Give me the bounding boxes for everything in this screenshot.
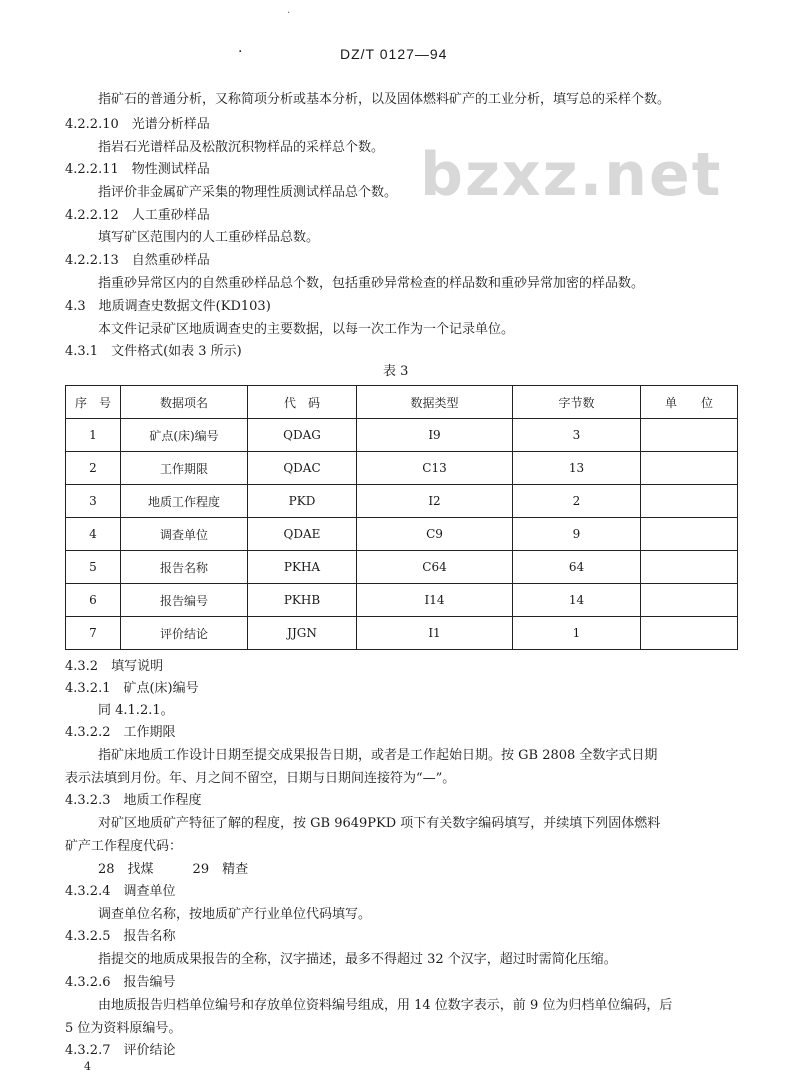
table-cell	[641, 419, 738, 452]
text-line: 表示法填到月份。年、月之间不留空，日期与日期间连接符为“—”。	[65, 771, 456, 786]
table-cell	[641, 518, 738, 551]
section-heading: 4.2.2.12 人工重砂样品	[65, 208, 210, 223]
table-row	[66, 551, 738, 584]
header-cell: 代 码	[248, 386, 357, 419]
table-cell: 1	[513, 617, 641, 650]
table-cell: PKHA	[248, 551, 357, 584]
table-cell: 矿点(床)编号	[121, 419, 248, 452]
table-cell	[641, 452, 738, 485]
table-cell: C13	[357, 452, 513, 485]
text-line: 调查单位名称，按地质矿产行业单位代码填写。	[98, 907, 372, 922]
section-heading: 4.2.2.13 自然重砂样品	[65, 253, 210, 268]
text-line: 5 位为资料原编号。	[65, 1021, 182, 1036]
header-cell: 数据类型	[357, 386, 513, 419]
table-cell: 7	[66, 617, 121, 650]
text-line: 同 4.1.2.1。	[98, 703, 174, 718]
table-cell	[641, 617, 738, 650]
text-line: 指评价非金属矿产采集的物理性质测试样品总个数。	[98, 185, 398, 200]
file-format-table	[65, 385, 738, 650]
table-cell: 地质工作程度	[121, 485, 248, 518]
page-number: 4	[84, 1060, 91, 1073]
section-heading: 4.3.2.4 调查单位	[65, 884, 176, 899]
top-mark: ·	[287, 8, 291, 19]
header-dot: ·	[238, 44, 243, 60]
table-cell: QDAC	[248, 452, 357, 485]
table-row	[66, 617, 738, 650]
section-heading: 4.3.1 文件格式(如表 3 所示)	[65, 344, 242, 359]
table-row	[66, 584, 738, 617]
text-line: 由地质报告归档单位编号和存放单位资料编号组成，用 14 位数字表示，前 9 位为归档单位编码，后	[98, 998, 673, 1013]
table-cell: 2	[513, 485, 641, 518]
header-cell: 字节数	[513, 386, 641, 419]
table-row	[66, 485, 738, 518]
table-cell: 2	[66, 452, 121, 485]
table-header-row	[66, 386, 738, 419]
text-line: 指重砂异常区内的自然重砂样品总个数，包括重砂异常检查的样品数和重砂异常加密的样品数。	[98, 276, 645, 291]
text-line: 填写矿区范围内的人工重砂样品总数。	[98, 230, 320, 245]
table-cell	[641, 485, 738, 518]
table-cell: 1	[66, 419, 121, 452]
table-row	[66, 452, 738, 485]
table-cell: I2	[357, 485, 513, 518]
table-cell: 调查单位	[121, 518, 248, 551]
table-cell: 64	[513, 551, 641, 584]
section-heading: 4.3.2.7 评价结论	[65, 1043, 176, 1058]
text-line: 指矿床地质工作设计日期至提交成果报告日期，或者是工作起始日期。按 GB 2808 全数字式日期	[98, 748, 658, 763]
section-heading: 4.3.2.2 工作期限	[65, 725, 176, 740]
section-heading: 4.3.2 填写说明	[65, 659, 164, 674]
header-cell: 序 号	[66, 386, 121, 419]
table-cell: 工作期限	[121, 452, 248, 485]
table-cell: 报告编号	[121, 584, 248, 617]
table-cell: I1	[357, 617, 513, 650]
table-cell: 14	[513, 584, 641, 617]
table-cell: I9	[357, 419, 513, 452]
header-cell: 数据项名	[121, 386, 248, 419]
section-heading: 4.2.2.10 光谱分析样品	[65, 117, 210, 132]
table-cell	[641, 551, 738, 584]
table-cell: 评价结论	[121, 617, 248, 650]
table-cell: 报告名称	[121, 551, 248, 584]
table-cell: C9	[357, 518, 513, 551]
table-cell: 4	[66, 518, 121, 551]
table-cell: 9	[513, 518, 641, 551]
section-heading: 4.3.2.3 地质工作程度	[65, 793, 202, 808]
table-row	[66, 518, 738, 551]
table-cell: 5	[66, 551, 121, 584]
table-cell: QDAG	[248, 419, 357, 452]
table-cell: 6	[66, 584, 121, 617]
table-cell: C64	[357, 551, 513, 584]
header-cell: 单 位	[641, 386, 738, 419]
section-heading: 4.3 地质调查史数据文件(KD103)	[65, 299, 271, 314]
table-cell	[641, 584, 738, 617]
section-heading: 4.3.2.6 报告编号	[65, 975, 176, 990]
table-cell: PKHB	[248, 584, 357, 617]
section-heading: 4.3.2.1 矿点(床)编号	[65, 681, 199, 696]
table-cell: PKD	[248, 485, 357, 518]
text-line: 指矿石的普通分析，又称简项分析或基本分析，以及固体燃料矿产的工业分析，填写总的采样个数。	[98, 92, 671, 107]
section-heading: 4.3.2.5 报告名称	[65, 929, 176, 944]
table-cell: 3	[66, 485, 121, 518]
text-line: 对矿区地质矿产特征了解的程度，按 GB 9649PKD 项下有关数字编码填写，并续填下列固体燃料	[98, 816, 661, 831]
standard-code-header: DZ/T 0127—94	[340, 46, 448, 62]
table-cell: 13	[513, 452, 641, 485]
watermark: bzxz.net	[420, 140, 723, 210]
text-line: 本文件记录矿区地质调查史的主要数据，以每一次工作为一个记录单位。	[98, 322, 515, 337]
table-row	[66, 419, 738, 452]
table-cell: I14	[357, 584, 513, 617]
table-caption: 表 3	[383, 364, 409, 379]
text-line: 指岩石光谱样品及松散沉积物样品的采样总个数。	[98, 140, 385, 155]
table-cell: JJGN	[248, 617, 357, 650]
table-cell: QDAE	[248, 518, 357, 551]
table-cell: 3	[513, 419, 641, 452]
section-heading: 4.2.2.11 物性测试样品	[65, 162, 210, 177]
text-line: 矿产工作程度代码：	[65, 839, 183, 854]
text-line: 28 找煤 29 精查	[98, 862, 249, 877]
text-line: 指提交的地质成果报告的全称，汉字描述，最多不得超过 32 个汉字，超过时需简化压缩。	[98, 952, 617, 967]
